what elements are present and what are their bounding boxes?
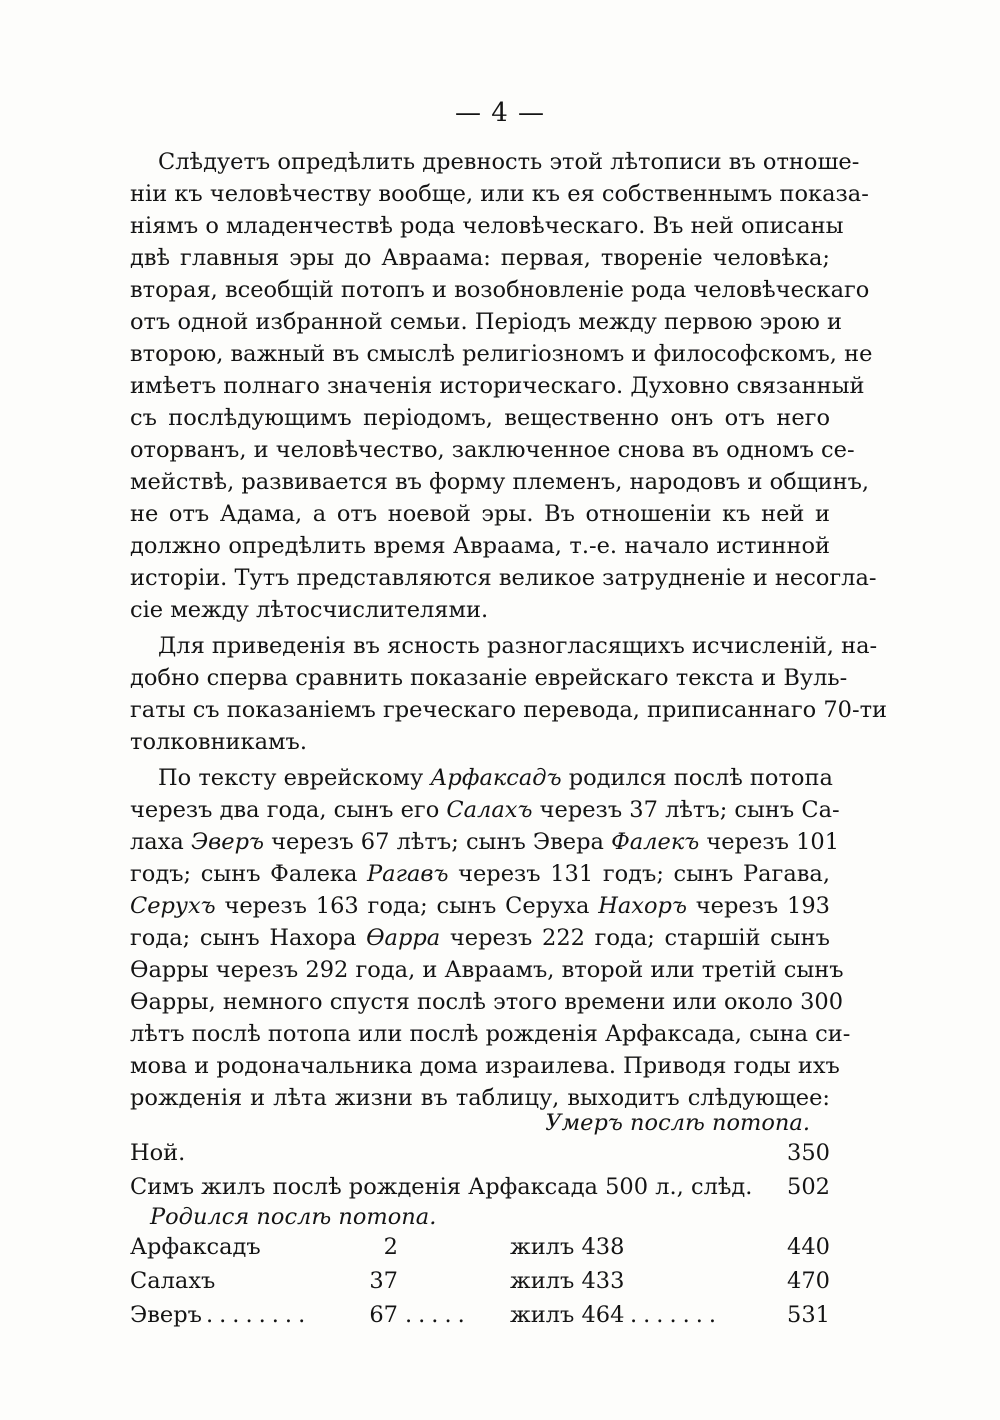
text-line: Ѳарры, немного спустя послѣ этого времени или около 300 — [130, 989, 844, 1015]
row-lived: жилъ 464 — [510, 1302, 625, 1328]
italic-name: Эверъ — [190, 829, 264, 855]
italic-name: Серухъ — [130, 893, 216, 919]
text-line: года; сынъ Нахора Ѳарра черезъ 222 года; старшій сынъ — [130, 925, 830, 951]
text-line: двѣ главныя эры до Авраама: первая, твореніе человѣка; — [130, 245, 830, 271]
paragraph-3 — [130, 762, 851, 1114]
italic-name: Арфаксадъ — [430, 765, 562, 791]
row-name: Арфаксадъ — [130, 1234, 261, 1260]
row-name: Салахъ — [130, 1268, 216, 1294]
text-line: второю, важный въ смыслѣ религіозномъ и философскомъ, не — [130, 341, 873, 367]
text-line: Слѣдуетъ опредѣлить древность этой лѣтописи въ отноше- — [158, 149, 860, 175]
text-line: имѣетъ полнаго значенія историческаго. Духовно связанный — [130, 373, 865, 399]
text-line: сіе между лѣтосчислителями. — [130, 597, 489, 623]
text-line: Серухъ черезъ 163 года; сынъ Серуха Нахоръ черезъ 193 — [130, 893, 830, 919]
text-line: отъ одной избранной семьи. Періодъ между первою эрою и — [130, 309, 842, 335]
italic-name: Ѳарра — [366, 925, 441, 951]
row-total: 470 — [787, 1268, 830, 1294]
paragraph-1 — [130, 146, 877, 626]
leader-dots: ..... — [405, 1302, 471, 1328]
table-row — [130, 1230, 830, 1264]
text-line: толковникамъ. — [130, 729, 308, 755]
text-line: ніямъ о младенчествѣ рода человѣческаго. Въ ней описаны — [130, 213, 844, 239]
row-total: 502 — [787, 1174, 830, 1200]
text-line: гаты съ показаніемъ греческаго перевода, приписаннаго 70-ти — [130, 697, 888, 723]
row-total: 350 — [787, 1140, 830, 1166]
text-line: лѣтъ послѣ потопа или послѣ рожденія Арфаксада, сына си- — [130, 1021, 851, 1047]
italic-name: Салахъ — [446, 797, 533, 823]
text-line: не отъ Адама, а отъ ноевой эры. Въ отношеніи къ ней и — [130, 501, 830, 527]
body-text — [130, 146, 888, 1114]
italic-name: Нахоръ — [598, 893, 687, 919]
table-row — [130, 1264, 830, 1298]
text-line: черезъ два года, сынъ его Салахъ черезъ 37 лѣтъ; сынъ Са- — [130, 797, 840, 823]
text-line: По тексту еврейскому Арфаксадъ родился послѣ потопа — [158, 765, 833, 791]
text-line: Ѳарры черезъ 292 года, и Авраамъ, второй или третій сынъ — [130, 957, 844, 983]
row-total: 440 — [787, 1234, 830, 1260]
row-name: Ной. — [130, 1140, 186, 1166]
genealogy-table — [130, 1110, 830, 1332]
table-row — [130, 1298, 830, 1332]
text-line: мова и родоначальника дома израилева. Приводя годы ихъ — [130, 1053, 840, 1079]
text-line: годъ; сынъ Фалека Рагавъ черезъ 131 годъ; сынъ Рагава, — [130, 861, 830, 887]
leader-dots: ....... — [630, 1302, 723, 1328]
italic-name: Фалекъ — [611, 829, 700, 855]
row-total: 531 — [787, 1302, 830, 1328]
leader-dots: ........ — [206, 1302, 312, 1328]
text-line: рожденія и лѣта жизни въ таблицу, выходитъ слѣдующее: — [130, 1085, 830, 1111]
text-line: исторіи. Тутъ представляются великое затрудненіе и несогла- — [130, 565, 877, 591]
table-row-noah — [130, 1136, 830, 1170]
text-line: лаха Эверъ черезъ 67 лѣтъ; сынъ Эвера Фалекъ черезъ 101 — [130, 829, 840, 855]
table-row-shem — [130, 1170, 830, 1204]
text-line: вторая, всеобщій потопъ и возобновленіе рода человѣческаго — [130, 277, 870, 303]
page-number: — 4 — — [454, 98, 546, 128]
row-lived: жилъ 433 — [510, 1268, 625, 1294]
row-lived: жилъ 438 — [510, 1234, 625, 1260]
header-born-after-flood: Родился послѣ потопа. — [150, 1204, 437, 1230]
italic-name: Рагавъ — [367, 861, 449, 887]
row-born: 2 — [383, 1234, 398, 1260]
header-died-after-flood: Умеръ послѣ потопа. — [545, 1110, 810, 1136]
row-born: 37 — [369, 1268, 398, 1294]
paragraph-2 — [130, 630, 888, 758]
text-line: съ послѣдующимъ періодомъ, вещественно онъ отъ него — [130, 405, 830, 431]
text-line: должно опредѣлить время Авраама, т.-е. начало истинной — [130, 533, 830, 559]
text-line: оторванъ, и человѣчество, заключенное снова въ одномъ се- — [130, 437, 855, 463]
text-line: добно сперва сравнить показаніе еврейскаго текста и Вуль- — [130, 665, 848, 691]
text-line: мействѣ, развивается въ форму племенъ, народовъ и общинъ, — [130, 469, 870, 495]
text-line: Для приведенія въ ясность разногласящихъ исчисленій, на- — [158, 633, 878, 659]
row-text: Симъ жилъ послѣ рожденія Арфаксада 500 л., слѣд. — [130, 1174, 753, 1200]
text-line: ніи къ человѣчеству вообще, или къ ея собственнымъ показа- — [130, 181, 869, 207]
row-name: Эверъ — [130, 1302, 202, 1328]
row-born: 67 — [369, 1302, 398, 1328]
